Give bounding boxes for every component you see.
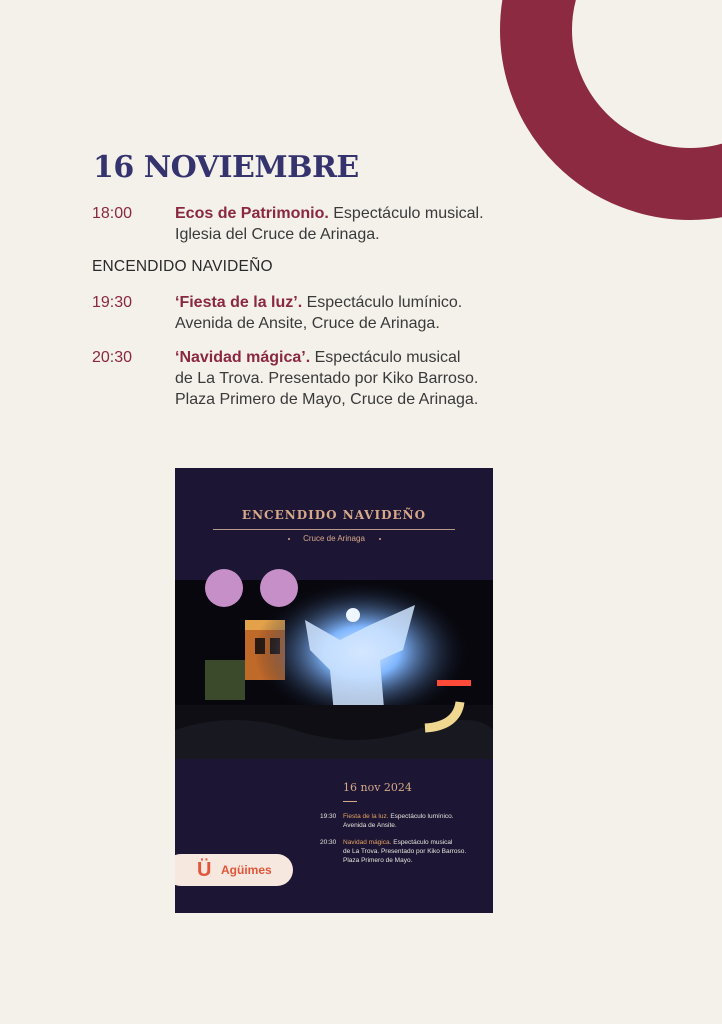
decorative-circle [260,569,298,607]
logo-mark: Ü [197,859,212,881]
poster-row-title: Navidad mágica. [343,839,392,846]
logo-text: Agüimes [221,863,272,877]
event-poster [175,468,493,913]
page-title: 16 NOVIEMBRE [93,150,359,185]
event-time: 18:00 [92,205,133,222]
poster-row-title: Fiesta de la luz. [343,813,389,820]
event-desc: Espectáculo musical [310,349,461,366]
event-text [175,347,535,410]
decorative-arc [500,0,722,220]
event-text [175,203,535,245]
poster-row-time: 20:30 [320,839,337,846]
event-venue: Avenida de Ansite, Cruce de Arinaga. [175,315,440,332]
event-title: ‘Fiesta de la luz’. [175,294,303,311]
agüimes-logo [175,854,293,886]
decorative-circle [205,569,243,607]
section-title: ENCENDIDO NAVIDEÑO [92,258,273,275]
poster-date-divider [343,801,357,802]
poster-row-desc-2: de La Trova. Presentado por Kiko Barroso. [343,848,467,855]
poster-subtitle: Cruce de Arinaga [303,534,365,543]
event-desc: Espectáculo musical. [328,205,484,222]
event-time: 20:30 [92,349,133,366]
poster-row-venue: Avenida de Ansite. [343,822,397,829]
event-time: 19:30 [92,294,133,311]
poster-row-venue: Plaza Primero de Mayo. [343,857,413,864]
event-title: Ecos de Patrimonio. [175,205,329,222]
event-desc: Espectáculo lumínico. [302,294,463,311]
event-venue: Iglesia del Cruce de Arinaga. [175,226,380,243]
poster-row-text [343,812,493,830]
poster-divider [213,529,455,530]
poster-title: ENCENDIDO NAVIDEÑO [241,508,427,522]
poster-row-text [343,838,493,865]
event-desc-2: de La Trova. Presentado por Kiko Barroso. [175,370,479,387]
event-text [175,292,535,334]
poster-date: 16 nov 2024 [343,781,412,794]
poster-row-desc: Espectáculo lumínico. [388,813,454,820]
event-title: ‘Navidad mágica’. [175,349,311,366]
dot-icon [379,538,381,540]
poster-row-time: 19:30 [320,813,337,820]
poster-row-desc: Espectáculo musical [391,839,453,846]
event-venue: Plaza Primero de Mayo, Cruce de Arinaga. [175,391,479,408]
